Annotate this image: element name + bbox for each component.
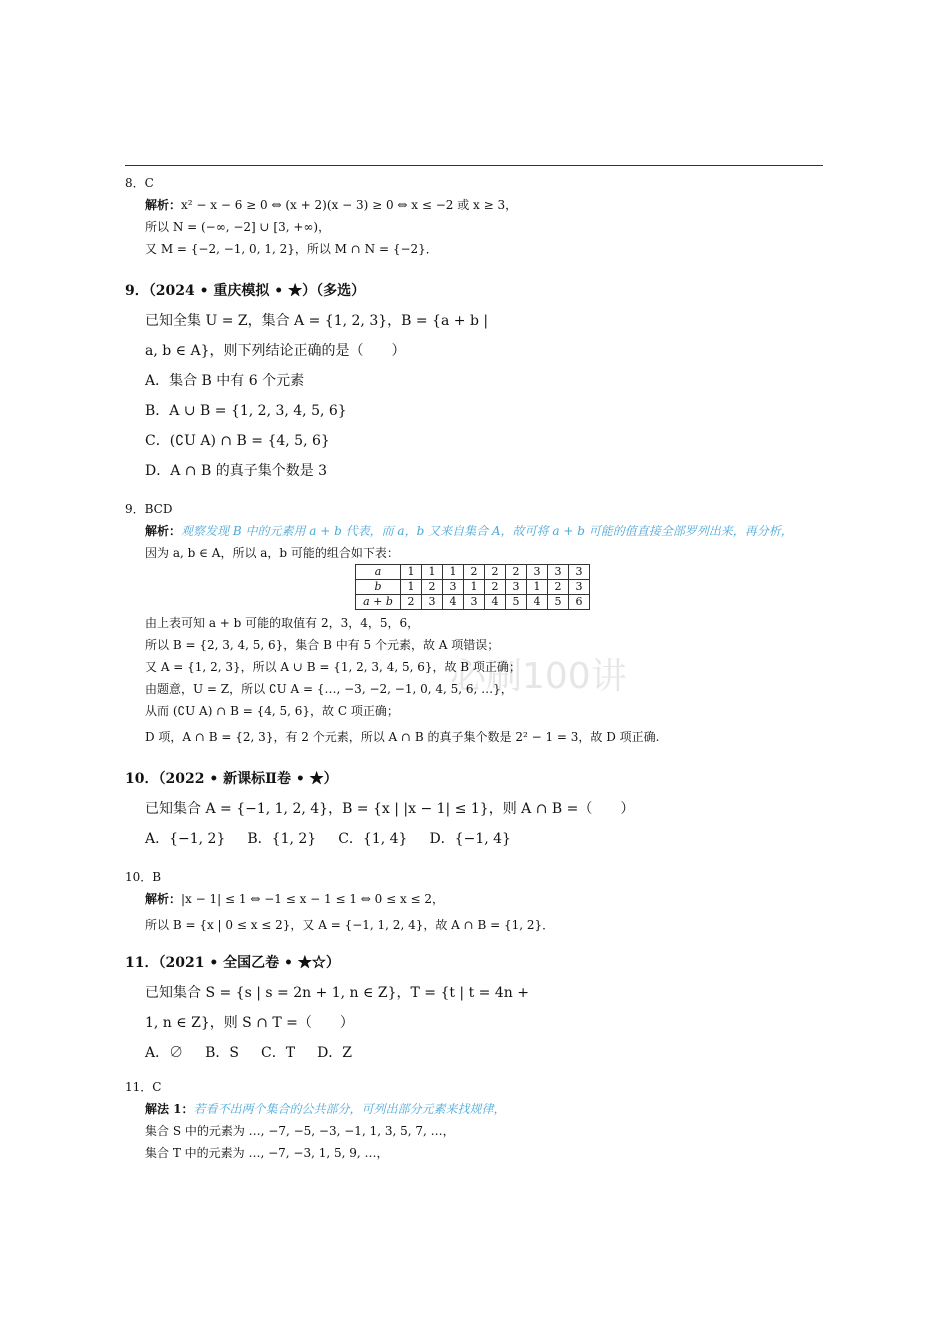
table-cell: 3 bbox=[527, 565, 548, 580]
question-10-option-b: B．{1, 2} bbox=[247, 831, 317, 847]
table-cell: 2 bbox=[548, 580, 569, 595]
question-9-option-a: A．集合 B 中有 6 个元素 bbox=[145, 373, 305, 389]
table-cell: 2 bbox=[401, 595, 422, 610]
table-cell: a + b bbox=[356, 595, 401, 610]
answer-9-line: 由题意，U = Z，所以 ∁U A = {…, −3, −2, −1, 0, 4, 5, 6, …}， bbox=[145, 682, 513, 696]
question-10-options bbox=[125, 824, 825, 854]
question-10-head: 10．（2022 • 新课标Ⅱ卷 • ★） bbox=[125, 771, 338, 787]
table-row bbox=[356, 595, 590, 610]
question-11-option-c: C．T bbox=[261, 1045, 296, 1061]
question-11-option-b: B．S bbox=[205, 1045, 240, 1061]
answer-9-line: 由上表可知 a + b 可能的取值有 2，3，4，5，6， bbox=[145, 616, 420, 630]
answer-8-line: 解析：x² − x − 6 ≥ 0 ⇔ (x + 2)(x − 3) ≥ 0 ⇔ x ≤ −2 或 x ≥ 3， bbox=[145, 198, 518, 212]
question-9-stem: a, b ∈ A}，则下列结论正确的是（ ） bbox=[145, 343, 406, 359]
table-cell: 1 bbox=[527, 580, 548, 595]
answer-10-head: 10．B bbox=[125, 870, 162, 884]
table-cell: 1 bbox=[401, 565, 422, 580]
question-11-options bbox=[125, 1038, 825, 1068]
question-9-head: 9．（2024 • 重庆模拟 • ★）（多选） bbox=[125, 283, 366, 299]
table-cell: 3 bbox=[422, 595, 443, 610]
question-9-option-b: B．A ∪ B = {1, 2, 3, 4, 5, 6} bbox=[145, 403, 347, 419]
answer-8-head: 8．C bbox=[125, 176, 154, 190]
question-9-option-d: D．A ∩ B 的真子集个数是 3 bbox=[145, 463, 328, 479]
question-11-head: 11．（2021 • 全国乙卷 • ★☆） bbox=[125, 955, 340, 971]
question-10-option-d: D．{−1, 4} bbox=[429, 831, 511, 847]
question-11-stem: 1, n ∈ Z}，则 S ∩ T =（ ） bbox=[145, 1015, 354, 1031]
table-cell: 3 bbox=[464, 595, 485, 610]
question-10-option-c: C．{1, 4} bbox=[338, 831, 408, 847]
answer-10 bbox=[125, 866, 825, 936]
table-cell: 4 bbox=[527, 595, 548, 610]
question-9 bbox=[125, 276, 825, 486]
table-cell: 5 bbox=[506, 595, 527, 610]
question-9-option-c: C．(∁U A) ∩ B = {4, 5, 6} bbox=[145, 433, 330, 449]
answer-9-intro: 因为 a, b ∈ A，所以 a，b 可能的组合如下表： bbox=[145, 546, 399, 560]
answer-11-head: 11．C bbox=[125, 1080, 162, 1094]
answer-11-line: 集合 S 中的元素为 …, −7, −5, −3, −1, 1, 3, 5, 7, …， bbox=[145, 1124, 455, 1138]
question-11-option-d: D．Z bbox=[317, 1045, 353, 1061]
table-cell: 4 bbox=[485, 595, 506, 610]
answer-10-line: 解析：|x − 1| ≤ 1 ⇔ −1 ≤ x − 1 ≤ 1 ⇔ 0 ≤ x ≤ 2， bbox=[145, 892, 445, 906]
table-cell: a bbox=[356, 565, 401, 580]
table-cell: 2 bbox=[464, 565, 485, 580]
question-9-stem: 已知全集 U = Z，集合 A = {1, 2, 3}，B = {a + b | bbox=[145, 313, 489, 329]
table-cell: 6 bbox=[569, 595, 590, 610]
answer-10-line: 所以 B = {x | 0 ≤ x ≤ 2}，又 A = {−1, 1, 2, 4}，故 A ∩ B = {1, 2}． bbox=[145, 918, 555, 932]
combination-table-wrap bbox=[125, 564, 825, 612]
table-cell: 2 bbox=[422, 580, 443, 595]
table-cell: 3 bbox=[548, 565, 569, 580]
table-cell: 1 bbox=[443, 565, 464, 580]
table-cell: 5 bbox=[548, 595, 569, 610]
answer-8 bbox=[125, 172, 825, 260]
table-cell: 2 bbox=[485, 565, 506, 580]
table-cell: 4 bbox=[443, 595, 464, 610]
combination-table bbox=[355, 564, 590, 610]
header-rule bbox=[125, 165, 823, 166]
answer-11 bbox=[125, 1076, 825, 1164]
answer-9-hint-line: 解析：观察发现 B 中的元素用 a + b 代表，而 a，b 又来自集合 A，故可将 a + b 可能的值直接全部罗列出来，再分析， bbox=[145, 524, 793, 538]
answer-11-line: 集合 T 中的元素为 …, −7, −3, 1, 5, 9, …， bbox=[145, 1146, 389, 1160]
table-cell: 3 bbox=[506, 580, 527, 595]
table-cell: 3 bbox=[443, 580, 464, 595]
table-cell: b bbox=[356, 580, 401, 595]
answer-8-line: 所以 N = (−∞, −2] ∪ [3, +∞)， bbox=[145, 220, 331, 234]
answer-9-line: 从而 (∁U A) ∩ B = {4, 5, 6}，故 C 项正确； bbox=[145, 704, 399, 718]
watermark: 必刷100讲 bbox=[450, 656, 627, 697]
answer-11-hint-line: 解法 1：若看不出两个集合的公共部分，可列出部分元素来找规律， bbox=[145, 1102, 506, 1116]
table-row bbox=[356, 580, 590, 595]
question-10 bbox=[125, 764, 825, 854]
answer-9-line: 又 A = {1, 2, 3}，所以 A ∪ B = {1, 2, 3, 4, 5, 6}，故 B 项正确； bbox=[145, 660, 521, 674]
question-11 bbox=[125, 948, 825, 1068]
question-10-stem: 已知集合 A = {−1, 1, 2, 4}，B = {x | |x − 1| ≤ 1}，则 A ∩ B =（ ） bbox=[145, 801, 635, 817]
answer-9-head: 9．BCD bbox=[125, 502, 173, 516]
table-cell: 1 bbox=[401, 580, 422, 595]
question-11-option-a: A．∅ bbox=[145, 1045, 184, 1061]
question-11-stem: 已知集合 S = {s | s = 2n + 1, n ∈ Z}，T = {t | t = 4n + bbox=[145, 985, 529, 1001]
answer-9-line: 所以 B = {2, 3, 4, 5, 6}，集合 B 中有 5 个元素，故 A 项错误； bbox=[145, 638, 500, 652]
table-cell: 3 bbox=[569, 565, 590, 580]
answer-8-line: 又 M = {−2, −1, 0, 1, 2}，所以 M ∩ N = {−2}． bbox=[145, 242, 438, 256]
question-10-option-a: A．{−1, 2} bbox=[145, 831, 226, 847]
table-row bbox=[356, 565, 590, 580]
table-cell: 1 bbox=[464, 580, 485, 595]
table-cell: 2 bbox=[485, 580, 506, 595]
answer-9-line: D 项，A ∩ B = {2, 3}，有 2 个元素，所以 A ∩ B 的真子集个数是 2² − 1 = 3，故 D 项正确. bbox=[145, 730, 660, 744]
table-cell: 3 bbox=[569, 580, 590, 595]
table-cell: 1 bbox=[422, 565, 443, 580]
table-cell: 2 bbox=[506, 565, 527, 580]
answer-9 bbox=[125, 498, 825, 748]
